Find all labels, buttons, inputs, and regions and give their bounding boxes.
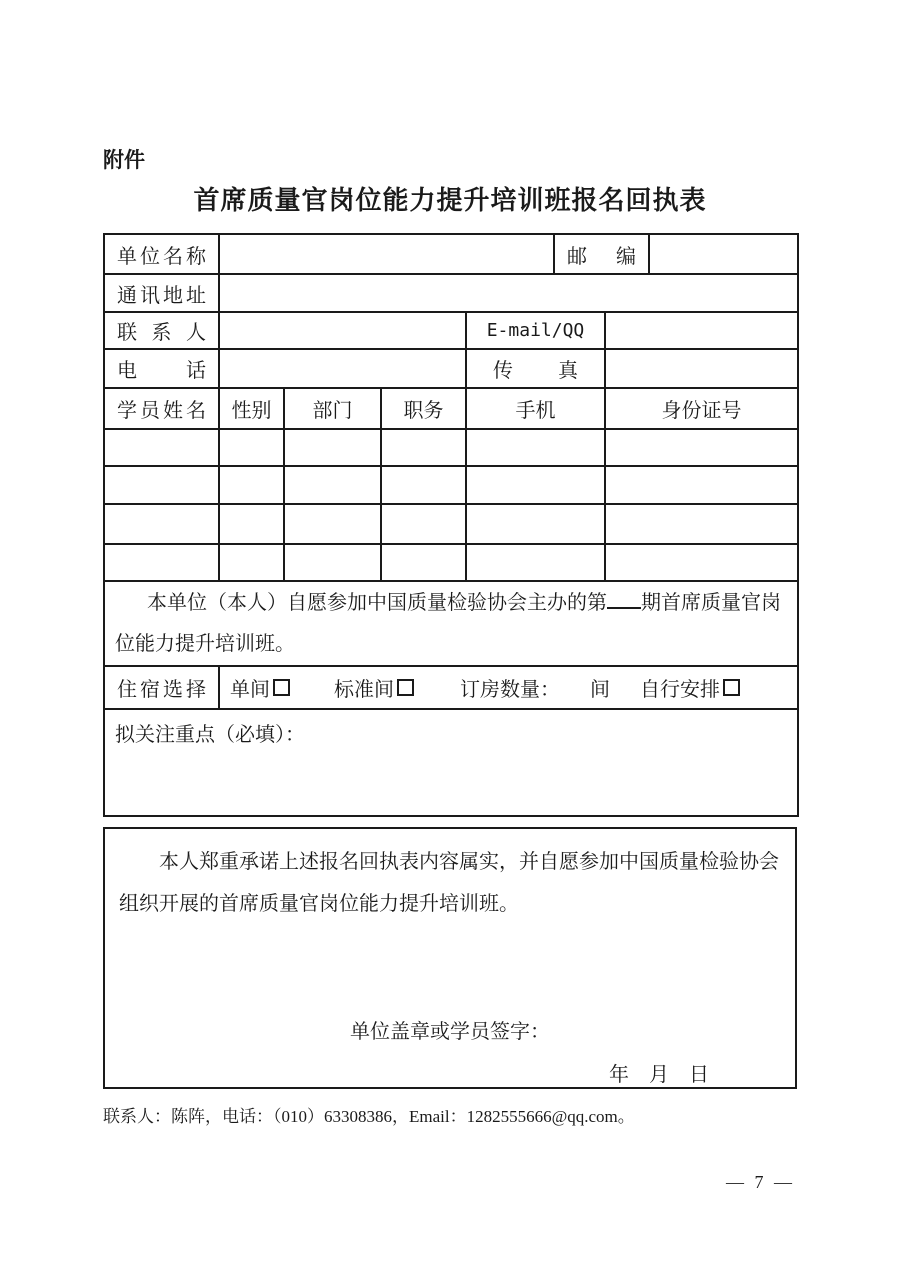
student-gender-cell[interactable]: [219, 466, 284, 504]
contact-input[interactable]: [219, 312, 466, 349]
attachment-label: 附件: [103, 149, 145, 172]
room-count-label: 订房数量：: [460, 679, 560, 701]
contact-row: [104, 312, 798, 349]
phone-label: 电话: [104, 349, 219, 388]
date-label[interactable]: 年 月 日: [609, 1064, 709, 1086]
student-department-cell[interactable]: [284, 504, 381, 544]
contact-label: 联系人: [104, 312, 219, 349]
student-department-cell[interactable]: [284, 544, 381, 581]
student-name-cell[interactable]: [104, 544, 219, 581]
student-position-cell[interactable]: [381, 429, 466, 466]
form-title: 首席质量官岗位能力提升培训班报名回执表: [193, 185, 707, 215]
fax-label: 传真: [466, 349, 605, 388]
declaration-row: [104, 581, 798, 666]
student-mobile-cell[interactable]: [466, 504, 605, 544]
student-row: [104, 466, 798, 504]
student-position-cell[interactable]: [381, 504, 466, 544]
student-header-row: [104, 388, 798, 429]
standard-room-option: [334, 673, 414, 702]
footer-contact: 联系人：陈阵，电话：（010）63308386，Email：1282555666@qq.com。: [103, 1107, 635, 1126]
mobile-header: 手机: [466, 388, 605, 429]
unit-name-row: [104, 234, 798, 274]
focus-input-cell[interactable]: [104, 709, 798, 816]
student-position-cell[interactable]: [381, 466, 466, 504]
single-room-option: [230, 673, 290, 702]
single-room-label: 单间: [230, 679, 270, 701]
student-row: [104, 544, 798, 581]
session-number-blank[interactable]: [607, 591, 641, 609]
email-input[interactable]: [605, 312, 798, 349]
student-name-cell[interactable]: [104, 466, 219, 504]
self-arrange-option: [640, 673, 740, 702]
accommodation-options-cell: [219, 666, 798, 709]
focus-row: [104, 709, 798, 816]
department-header: 部门: [284, 388, 381, 429]
registration-form-table: [103, 233, 799, 817]
room-count-input[interactable]: [560, 678, 590, 698]
declaration-before: 本单位（本人）自愿参加中国质量检验协会主办的第: [147, 591, 607, 614]
standard-room-label: 标准间: [334, 679, 394, 701]
declaration-after: 期首席质量官岗位能力提升培训班。: [115, 591, 781, 655]
page-number: — 7 —: [726, 1172, 792, 1192]
accommodation-row: [104, 666, 798, 709]
student-id-cell[interactable]: [605, 504, 798, 544]
student-name-header: 学员姓名: [104, 388, 219, 429]
student-name-cell[interactable]: [104, 504, 219, 544]
student-position-cell[interactable]: [381, 544, 466, 581]
email-label: E-mail/QQ: [466, 312, 605, 349]
position-header: 职务: [381, 388, 466, 429]
phone-input[interactable]: [219, 349, 466, 388]
student-gender-cell[interactable]: [219, 429, 284, 466]
student-name-cell[interactable]: [104, 429, 219, 466]
address-input[interactable]: [219, 274, 798, 312]
fax-input[interactable]: [605, 349, 798, 388]
student-mobile-cell[interactable]: [466, 466, 605, 504]
gender-header: 性别: [219, 388, 284, 429]
standard-room-checkbox[interactable]: [397, 679, 414, 696]
commitment-cell: [104, 828, 796, 1088]
postal-code-input[interactable]: [649, 234, 798, 274]
commitment-row: [104, 828, 796, 1088]
unit-name-input[interactable]: [219, 234, 554, 274]
student-row: [104, 504, 798, 544]
self-arrange-checkbox[interactable]: [723, 679, 740, 696]
single-room-checkbox[interactable]: [273, 679, 290, 696]
student-mobile-cell[interactable]: [466, 544, 605, 581]
address-label: 通讯地址: [104, 274, 219, 312]
student-row: [104, 429, 798, 466]
student-gender-cell[interactable]: [219, 544, 284, 581]
student-department-cell[interactable]: [284, 429, 381, 466]
student-mobile-cell[interactable]: [466, 429, 605, 466]
student-id-cell[interactable]: [605, 429, 798, 466]
student-id-cell[interactable]: [605, 466, 798, 504]
self-arrange-label: 自行安排: [640, 679, 720, 701]
unit-name-label: 单位名称: [104, 234, 219, 274]
phone-row: [104, 349, 798, 388]
student-department-cell[interactable]: [284, 466, 381, 504]
id-number-header: 身份证号: [605, 388, 798, 429]
address-row: [104, 274, 798, 312]
accommodation-label: 住宿选择: [104, 666, 219, 709]
student-id-cell[interactable]: [605, 544, 798, 581]
postal-code-label: 邮编: [554, 234, 649, 274]
focus-label: 拟关注重点（必填）：: [115, 724, 305, 746]
commitment-text: 本人郑重承诺上述报名回执表内容属实，并自愿参加中国质量检验协会组织开展的首席质量官岗位能力提升培训班。: [119, 851, 779, 915]
student-gender-cell[interactable]: [219, 504, 284, 544]
commitment-table: [103, 827, 797, 1089]
declaration-text: [104, 581, 798, 666]
signature-label[interactable]: 单位盖章或学员签字：: [350, 1021, 550, 1043]
room-unit-label: 间: [590, 679, 610, 701]
